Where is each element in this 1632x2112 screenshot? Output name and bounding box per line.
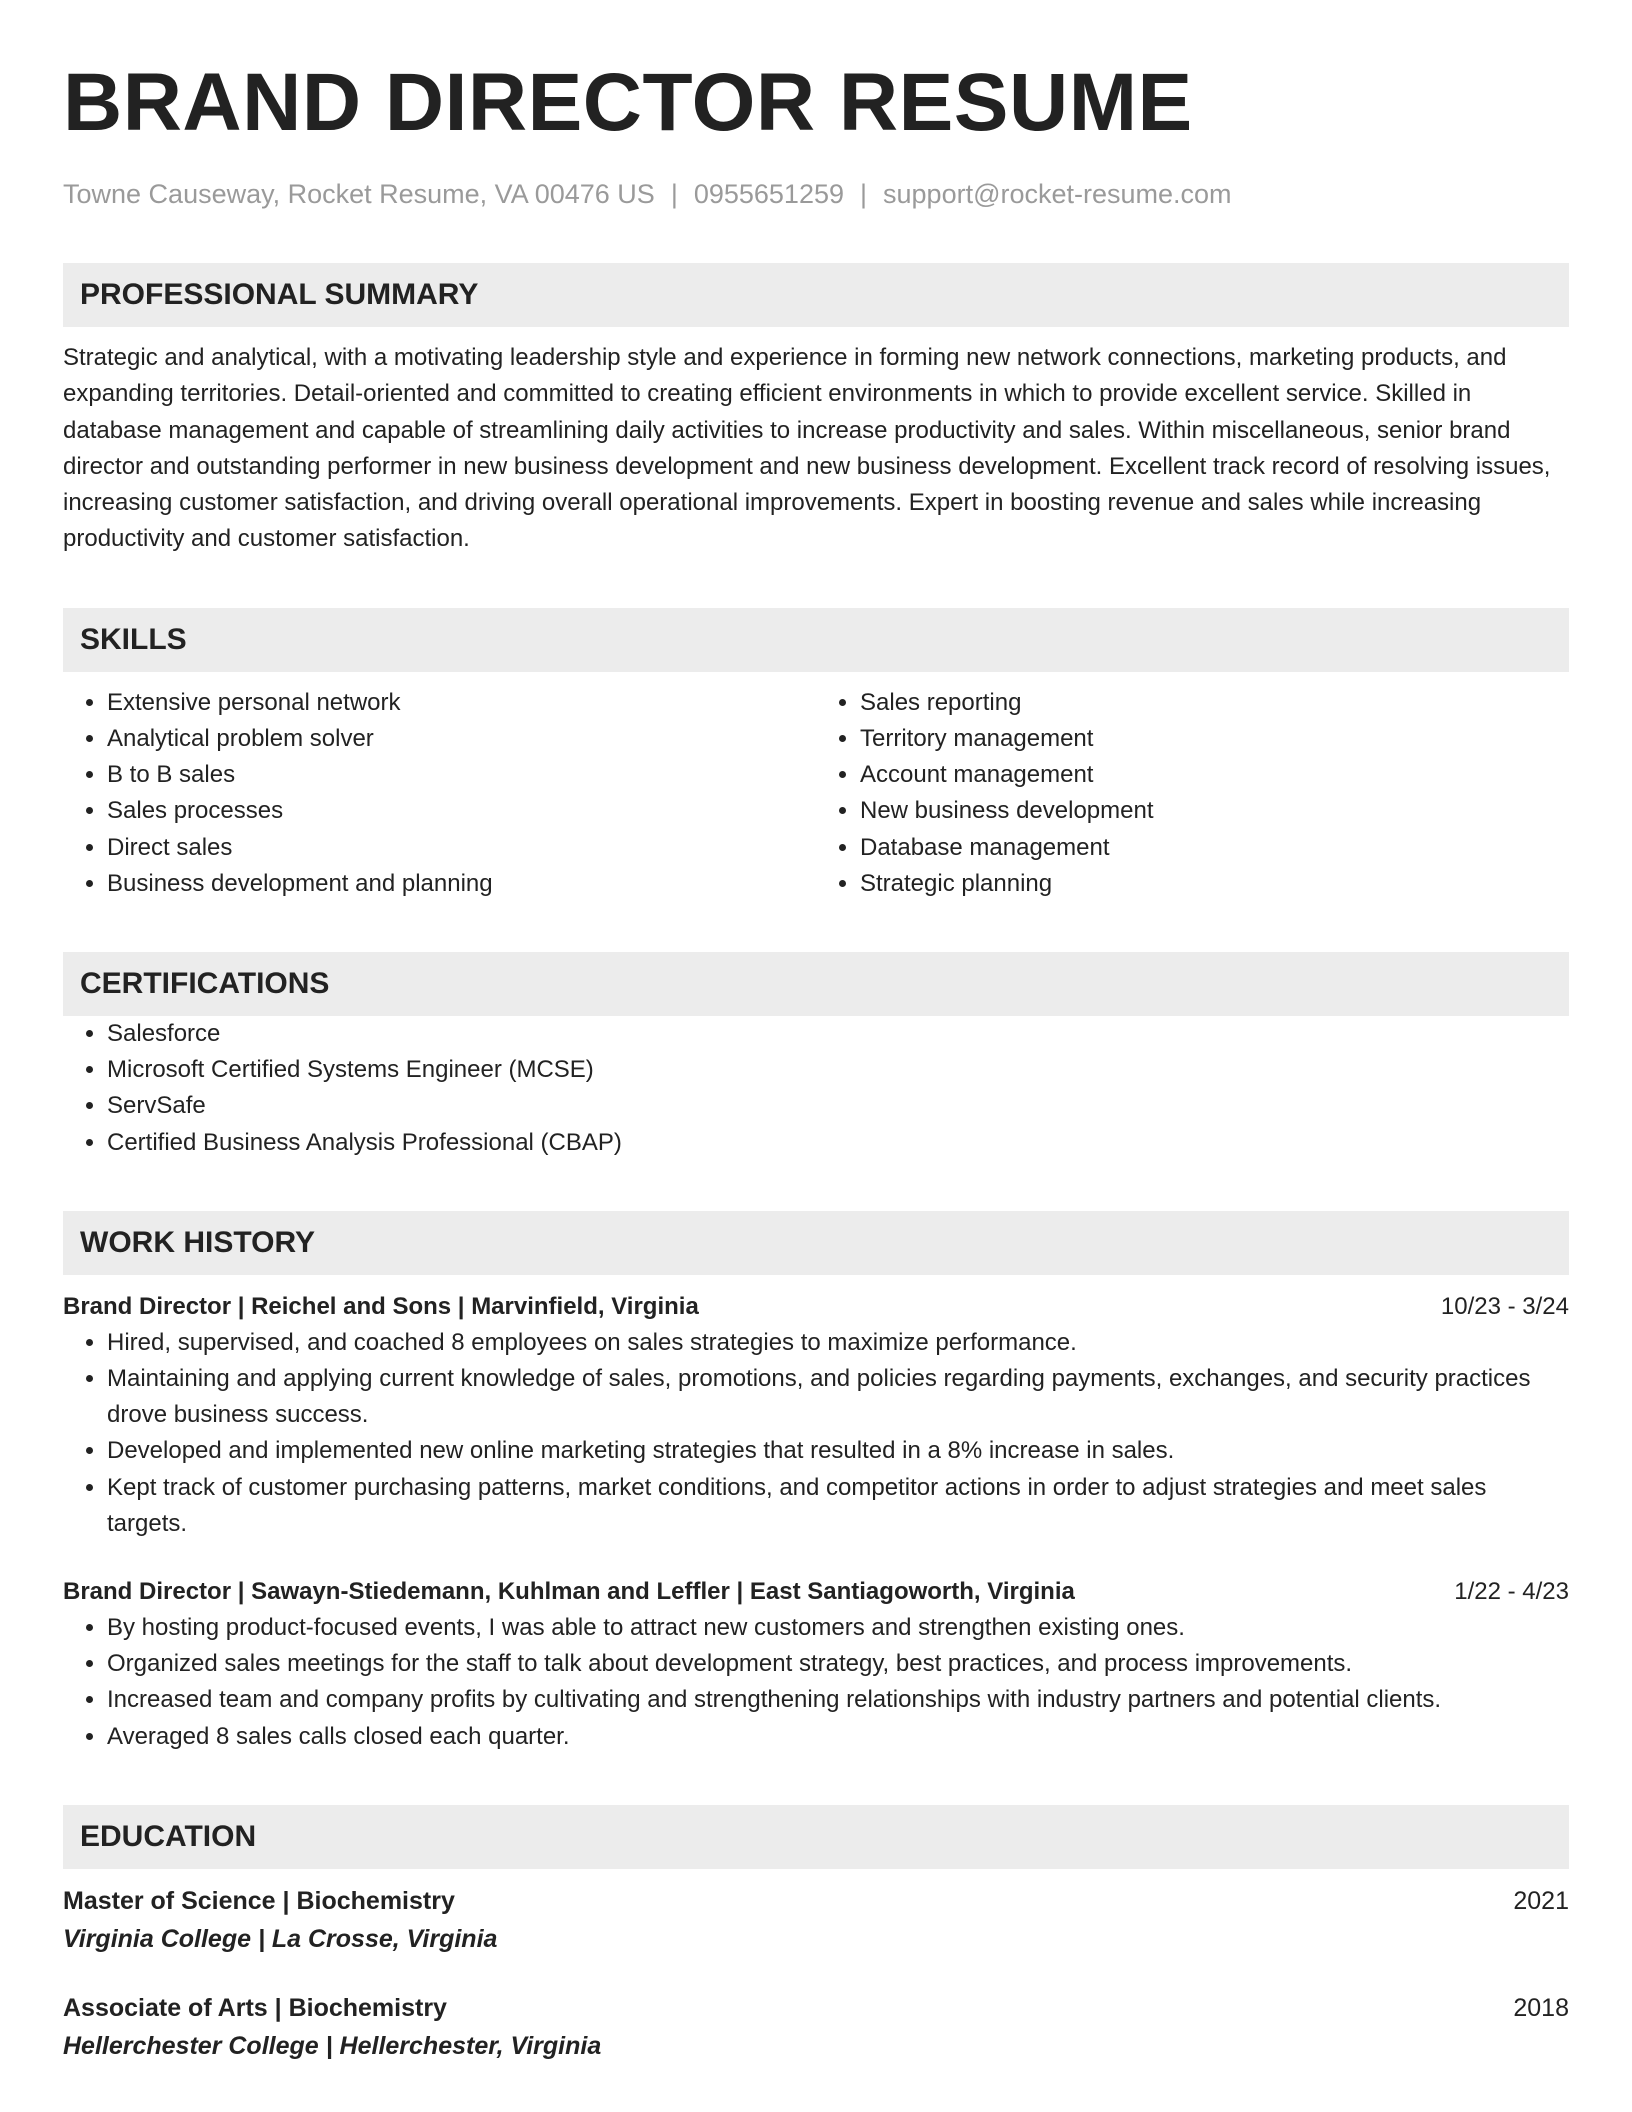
skill-item: • Strategic planning	[860, 866, 1569, 902]
education-header	[63, 1990, 1569, 2027]
certifications-heading: CERTIFICATIONS	[63, 952, 1569, 1016]
skills-list	[63, 685, 1569, 902]
education-year: 2018	[1513, 1993, 1569, 2022]
job-duty: • Increased team and company profits by cultivating and strengthening relationships with industry partners and potential clients.	[107, 1682, 1569, 1718]
skill-item: • Direct sales	[107, 830, 816, 866]
job-duties-list	[63, 1325, 1569, 1542]
contact-email: support@rocket-resume.com	[883, 179, 1232, 209]
job-header	[63, 1289, 1569, 1325]
skill-item: • B to B sales	[107, 757, 816, 793]
summary-text: Strategic and analytical, with a motivating leadership style and experience in forming new network connections, marketing products, and expanding territories. Detail-oriented and committed to creating efficient environments in which to provide excellent service. Skilled in database management and capable of streamlining daily activities to increase productivity and sales. Within miscellaneous, senior brand director and outstanding performer in new business development and new business development. Excellent track record of resolving issues, increasing customer satisfaction, and driving overall operational improvements. Expert in boosting revenue and sales while increasing productivity and customer satisfaction.	[63, 344, 1551, 553]
skill-item: • Sales reporting	[860, 685, 1569, 721]
job-duty: • By hosting product-focused events, I was able to attract new customers and strengthen existing ones.	[107, 1610, 1569, 1646]
certification-item: • Microsoft Certified Systems Engineer (MCSE)	[107, 1052, 1569, 1088]
job-entry	[63, 1289, 1569, 1542]
skill-item: • Analytical problem solver	[107, 721, 816, 757]
job-entry	[63, 1574, 1569, 1755]
contact-address: Towne Causeway, Rocket Resume, VA 00476 US	[63, 179, 655, 209]
education-heading: EDUCATION	[63, 1805, 1569, 1869]
job-duty: • Organized sales meetings for the staff to talk about development strategy, best practices, and process improvements.	[107, 1646, 1569, 1682]
certification-item: • ServSafe	[107, 1088, 1569, 1124]
contact-separator: |	[670, 179, 678, 209]
skill-item: • Business development and planning	[107, 866, 816, 902]
education-entry	[63, 1883, 1569, 1958]
education-header	[63, 1883, 1569, 1920]
skill-item: • Account management	[860, 757, 1569, 793]
job-dates: 1/22 - 4/23	[1454, 1578, 1569, 1606]
certification-item: • Certified Business Analysis Professional (CBAP)	[107, 1125, 1569, 1161]
job-duty: • Hired, supervised, and coached 8 employees on sales strategies to maximize performance.	[107, 1325, 1569, 1361]
contact-line	[63, 176, 1569, 212]
summary-heading: PROFESSIONAL SUMMARY	[63, 263, 1569, 327]
work-history-heading: WORK HISTORY	[63, 1211, 1569, 1275]
job-duties-list	[63, 1610, 1569, 1755]
job-duty: • Kept track of customer purchasing patterns, market conditions, and competitor actions in order to adjust strategies and meet sales targets.	[107, 1470, 1569, 1542]
certification-item: • Salesforce	[107, 1016, 1569, 1052]
education-year: 2021	[1513, 1886, 1569, 1915]
skills-column-right	[816, 685, 1569, 902]
job-title: Brand Director | Sawayn-Stiedemann, Kuhlman and Leffler | East Santiagoworth, Virginia	[63, 1578, 1075, 1606]
contact-separator: |	[860, 179, 868, 209]
education-school: Hellerchester College | Hellerchester, Virginia	[63, 2031, 602, 2060]
job-duty: • Maintaining and applying current knowledge of sales, promotions, and policies regarding payments, exchanges, and security practices drove business success.	[107, 1361, 1569, 1433]
education-entry	[63, 1990, 1569, 2065]
job-duty: • Averaged 8 sales calls closed each quarter.	[107, 1719, 1569, 1755]
certifications-list	[63, 1016, 1569, 1161]
education-degree: Associate of Arts | Biochemistry	[63, 1993, 447, 2022]
job-header	[63, 1574, 1569, 1610]
education-school: Virginia College | La Crosse, Virginia	[63, 1924, 498, 1953]
resume-title: BRAND DIRECTOR RESUME	[63, 57, 1193, 148]
job-title: Brand Director | Reichel and Sons | Marvinfield, Virginia	[63, 1292, 699, 1320]
education-degree: Master of Science | Biochemistry	[63, 1886, 455, 1915]
skills-column-left	[63, 685, 816, 902]
contact-phone: 0955651259	[693, 179, 844, 209]
skill-item: • Extensive personal network	[107, 685, 816, 721]
skill-item: • Territory management	[860, 721, 1569, 757]
skills-heading: SKILLS	[63, 608, 1569, 672]
skill-item: • New business development	[860, 793, 1569, 829]
job-dates: 10/23 - 3/24	[1440, 1292, 1569, 1320]
skill-item: • Sales processes	[107, 793, 816, 829]
job-duty: • Developed and implemented new online marketing strategies that resulted in a 8% increase in sales.	[107, 1433, 1569, 1469]
skill-item: • Database management	[860, 830, 1569, 866]
